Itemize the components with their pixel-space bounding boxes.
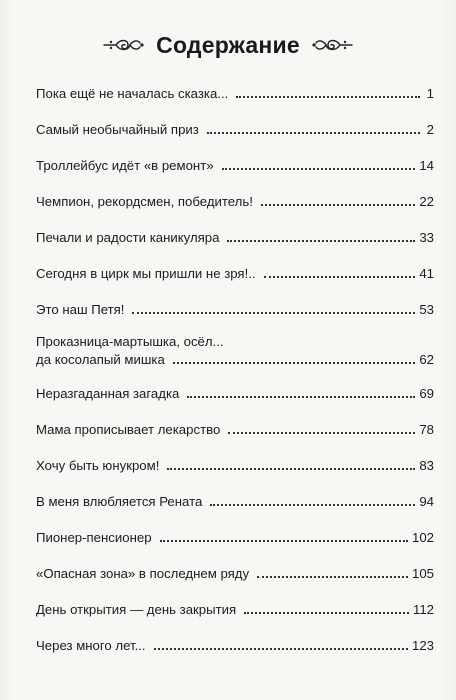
- toc-entry-page: 105: [411, 566, 434, 581]
- toc-entry-title: Мама прописывает лекарство: [36, 422, 221, 437]
- toc-entry-page: 83: [419, 458, 434, 473]
- toc-entry[interactable]: [36, 530, 434, 546]
- toc-entry[interactable]: [36, 422, 434, 438]
- dot-leader: [261, 204, 415, 206]
- toc-header: [0, 30, 456, 60]
- left-ornament-icon: [102, 35, 144, 55]
- toc-entry[interactable]: [36, 158, 434, 174]
- toc-entry[interactable]: [36, 194, 434, 210]
- toc-entry-page: 102: [411, 530, 434, 545]
- toc-entry-page: 94: [419, 494, 434, 509]
- toc-entry-page: 112: [412, 602, 434, 617]
- toc-entry-title-continued: да косолапый мишка: [36, 352, 165, 367]
- toc-entry[interactable]: [36, 86, 434, 102]
- dot-leader: [236, 96, 420, 98]
- toc-entry-page: 22: [419, 194, 434, 209]
- toc-entry-title: Троллейбус идёт «в ремонт»: [36, 158, 214, 173]
- dot-leader: [244, 612, 409, 614]
- toc-entry-page: 33: [419, 230, 434, 245]
- toc-entry-title: Пионер-пенсионер: [36, 530, 152, 545]
- dot-leader: [160, 540, 408, 542]
- toc-entry[interactable]: [36, 566, 434, 582]
- toc-entry-title: «Опасная зона» в последнем ряду: [36, 566, 250, 581]
- toc-entry-page: 14: [419, 158, 434, 173]
- toc-entry-title: Через много лет...: [36, 638, 146, 653]
- toc-entry[interactable]: [36, 494, 434, 510]
- page-title: Содержание: [156, 31, 300, 58]
- dot-leader: [187, 396, 415, 398]
- dot-leader: [210, 504, 415, 506]
- right-ornament-icon: [312, 35, 354, 55]
- dot-leader: [227, 240, 415, 242]
- toc-entry[interactable]: [36, 638, 434, 654]
- dot-leader: [173, 362, 416, 364]
- toc-entry-page: 2: [426, 122, 434, 137]
- toc-entry[interactable]: [36, 230, 434, 246]
- dot-leader: [207, 132, 420, 134]
- dot-leader: [167, 468, 415, 470]
- toc-entry[interactable]: [36, 302, 434, 318]
- toc-entry-page: 78: [419, 422, 434, 437]
- toc-entry-title: В меня влюбляется Рената: [36, 494, 203, 509]
- toc-entry-title: Сегодня в цирк мы пришли не зря!..: [36, 266, 256, 281]
- toc-entry-title: Печали и радости каникуляра: [36, 230, 220, 245]
- dot-leader: [132, 312, 415, 314]
- toc-entry-title: Неразгаданная загадка: [36, 386, 180, 401]
- toc-entry[interactable]: [36, 458, 434, 474]
- dot-leader: [222, 168, 416, 170]
- toc-entry-title: Пока ещё не началась сказка...: [36, 86, 229, 101]
- toc-entry-title: Это наш Петя!: [36, 302, 125, 317]
- toc-entry-page: 62: [419, 352, 434, 367]
- toc-entry[interactable]: [36, 386, 434, 402]
- toc-entry-page: 123: [411, 638, 434, 653]
- toc-entry-title: Чемпион, рекордсмен, победитель!: [36, 194, 253, 209]
- dot-leader: [257, 576, 408, 578]
- toc-entry-page: 1: [426, 86, 434, 101]
- toc-entry-page: 69: [419, 386, 434, 401]
- toc-entry-title: Хочу быть юнукром!: [36, 458, 160, 473]
- toc-entry-title: Самый необычайный приз: [36, 122, 199, 137]
- toc-entry[interactable]: [36, 602, 434, 618]
- toc-entry[interactable]: [36, 122, 434, 138]
- dot-leader: [154, 648, 408, 650]
- toc-entry-title: День открытия — день закрытия: [36, 602, 237, 617]
- toc-entry[interactable]: [36, 266, 434, 282]
- toc-entry-title: Проказница-мартышка, осёл...: [36, 334, 224, 349]
- toc-entry-page: 53: [419, 302, 434, 317]
- toc-entry-page: 41: [419, 266, 434, 281]
- toc-entry[interactable]: [36, 334, 434, 368]
- dot-leader: [264, 276, 416, 278]
- dot-leader: [228, 432, 415, 434]
